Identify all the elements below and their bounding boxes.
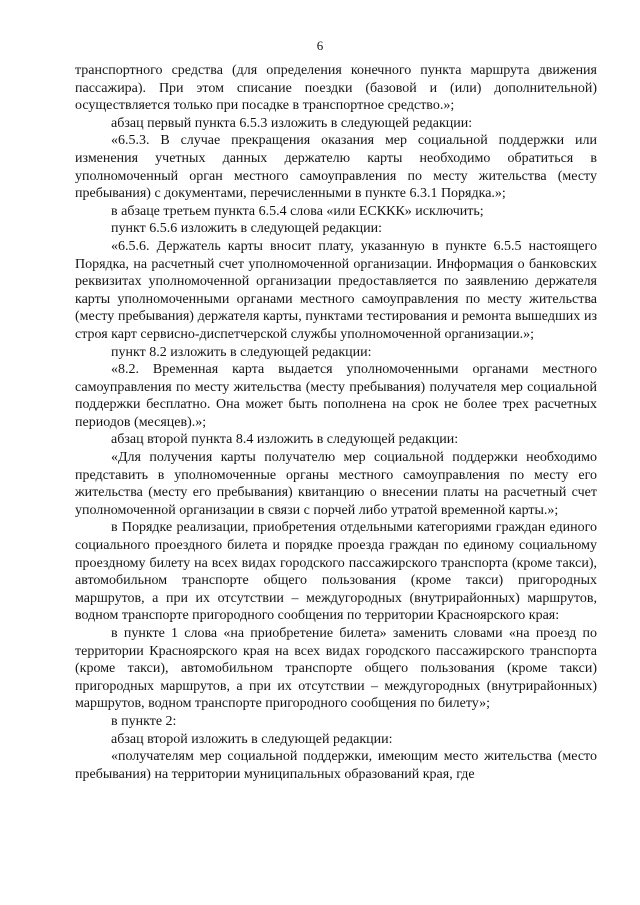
paragraph-instruction-6-5-4: в абзаце третьем пункта 6.5.4 слова «или ЕСККК» исключить;	[111, 203, 484, 219]
paragraph-quote-6-5-6: «6.5.6. Держатель карты вносит плату, указанную в пункте 6.5.5 настоящего Порядка, на расчетный счет уполномоченной организации. Информация о банковских реквизитах уполномоченной организации предоставляется по заявлению держателя карты уполномоченными органами местного самоуправления по месту жительства (месту пребывания) держателя карты, пунктами тестирования и ремонта вышедших из строя карт сервисно-диспетчерской службы уполномоченной организации.»;	[75, 238, 597, 342]
paragraph-instruction-8-4: абзац второй пункта 8.4 изложить в следующей редакции:	[111, 432, 459, 448]
page-number: 6	[316, 38, 324, 53]
paragraph-instruction-second: абзац второй изложить в следующей редакции:	[111, 731, 393, 747]
paragraph-continuation: транспортного средства (для определения конечного пункта маршрута движения пассажира). При этом списание поездки (базовой и (или) дополнительной) осуществляется только при посадке в транспортное средство.»;	[75, 63, 597, 114]
paragraph-point-1: в пункте 1 слова «на приобретение билета» заменить словами «на проезд по территории Красноярского края на всех видах городского пассажирского транспорта (кроме такси), автомобильном транспорте общего пользования (кроме такси) пригородных маршрутов, а при их отсутствии – междугородных (внутрирайонных) маршрутов, водном транспорте пригородного сообщения по билету»;	[75, 626, 597, 712]
paragraph-procedure-title: в Порядке реализации, приобретения отдельными категориями граждан единого социального проездного билета и порядке проезда граждан по единому социальному проездному билету на всех видах городского пассажирского транспорта (кроме такси), автомобильном транспорте общего пользования (кроме такси) пригородных маршрутов, а при их отсутствии – междугородных (внутрирайонных) маршрутов, водном транспорте пригородного сообщения по территории Красноярского края:	[75, 520, 597, 624]
paragraph-quote-recipients: «получателям мер социальной поддержки, имеющим место жительства (место пребывания) на территории муниципальных образований края, где	[75, 749, 597, 782]
paragraph-quote-8-4: «Для получения карты получателю мер социальной поддержки необходимо представить в уполномоченные органы местного самоуправления по месту его жительства (месту его пребывания) квитанцию о внесении платы на расчетный счет уполномоченной организации в связи с порчей либо утратой временной карты.»;	[75, 450, 597, 518]
paragraph-point-2: в пункте 2:	[111, 713, 177, 729]
paragraph-quote-8-2: «8.2. Временная карта выдается уполномоченными органами местного самоуправления по месту жительства (месту пребывания) получателя мер социальной поддержки бесплатно. Она может быть пополнена на срок не более трех расчетных периодов (месяцев).»;	[75, 362, 597, 430]
document-body	[75, 62, 597, 783]
paragraph-quote-6-5-3: «6.5.3. В случае прекращения оказания мер социальной поддержки или изменения учетных данных держателю карты необходимо обратиться в уполномоченный орган местного самоуправления по месту жительства (месту пребывания) с документами, перечисленными в пункте 6.3.1 Порядка.»;	[75, 133, 597, 202]
paragraph-instruction-6-5-3: абзац первый пункта 6.5.3 изложить в следующей редакции:	[111, 115, 473, 131]
paragraph-instruction-8-2: пункт 8.2 изложить в следующей редакции:	[111, 344, 372, 360]
paragraph-instruction-6-5-6: пункт 6.5.6 изложить в следующей редакции:	[111, 221, 382, 237]
